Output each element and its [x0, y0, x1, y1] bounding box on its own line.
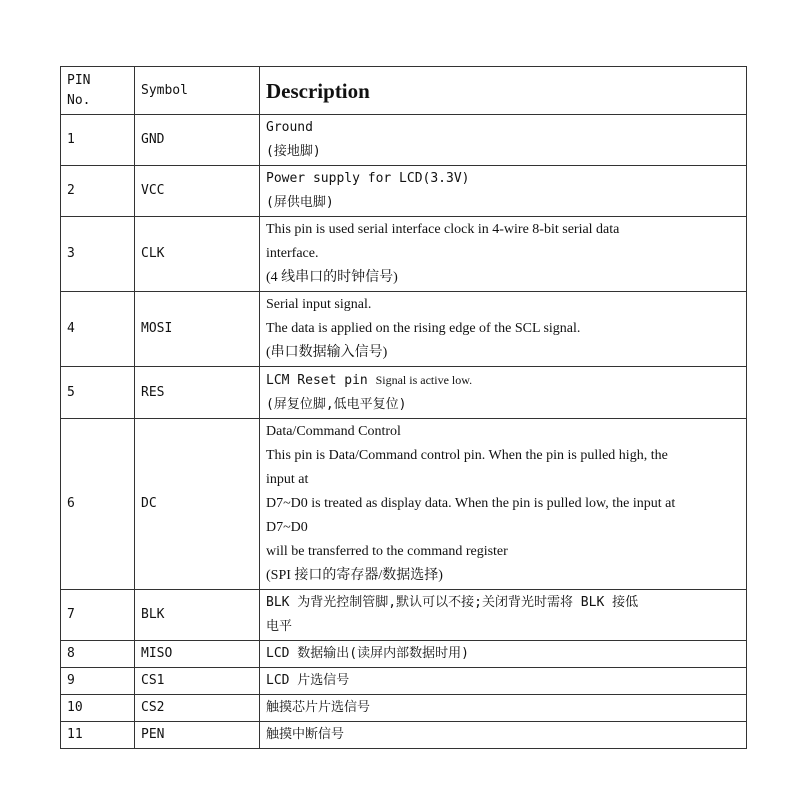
- pin-number: 7: [61, 590, 135, 641]
- pin-description-table: [60, 66, 747, 749]
- pin-number: 10: [61, 695, 135, 722]
- header-row: [61, 67, 747, 115]
- description-line: This pin is used serial interface clock in 4-wire 8-bit serial data: [266, 222, 620, 237]
- table-row: [61, 419, 747, 590]
- active-low-note: Signal is active low.: [375, 373, 473, 387]
- pin-no-header: [61, 67, 135, 115]
- pin-symbol: VCC: [135, 166, 260, 217]
- pin-header-line2: No.: [67, 92, 91, 108]
- pin-number: 9: [61, 668, 135, 695]
- table-row: [61, 115, 747, 166]
- pin-number: 6: [61, 419, 135, 590]
- pin-description: [260, 166, 747, 217]
- description-line: (屏供电脚): [266, 195, 334, 210]
- description-line: (接地脚): [266, 144, 321, 159]
- description-line: (4 线串口的时钟信号): [266, 270, 398, 285]
- pin-number: 1: [61, 115, 135, 166]
- description-text: LCM Reset pin: [266, 373, 368, 388]
- pin-description: [260, 367, 747, 419]
- table-row: [61, 668, 747, 695]
- pin-header-line1: PIN: [67, 72, 91, 88]
- table-row: [61, 292, 747, 367]
- table-row: [61, 590, 747, 641]
- description-header: Description: [260, 67, 747, 115]
- pin-symbol: PEN: [135, 722, 260, 749]
- description-line: LCD 片选信号: [266, 673, 350, 688]
- description-line: (SPI 接口的寄存器/数据选择): [266, 568, 443, 583]
- description-line: (串口数据输入信号): [266, 345, 388, 360]
- table-row: [61, 695, 747, 722]
- pin-description: [260, 668, 747, 695]
- pin-description: [260, 115, 747, 166]
- pin-symbol: RES: [135, 367, 260, 419]
- pin-description: [260, 292, 747, 367]
- pin-description: [260, 641, 747, 668]
- description-line: Ground: [266, 120, 313, 135]
- description-line: D7~D0 is treated as display data. When the pin is pulled low, the input at: [266, 496, 676, 511]
- pin-description: [260, 590, 747, 641]
- pin-symbol: MOSI: [135, 292, 260, 367]
- pin-symbol: BLK: [135, 590, 260, 641]
- pin-symbol: MISO: [135, 641, 260, 668]
- description-line: The data is applied on the rising edge of the SCL signal.: [266, 321, 581, 336]
- table-row: [61, 367, 747, 419]
- pin-number: 5: [61, 367, 135, 419]
- table-row: [61, 722, 747, 749]
- table-row: [61, 217, 747, 292]
- pin-symbol: CS2: [135, 695, 260, 722]
- description-line: [266, 368, 740, 393]
- description-line: input at: [266, 472, 309, 487]
- pin-symbol: CLK: [135, 217, 260, 292]
- pin-symbol: DC: [135, 419, 260, 590]
- pin-description: [260, 419, 747, 590]
- pin-number: 4: [61, 292, 135, 367]
- description-line: D7~D0: [266, 520, 308, 535]
- description-line: 电平: [266, 619, 293, 634]
- description-line: interface.: [266, 246, 319, 261]
- description-line: Serial input signal.: [266, 297, 372, 312]
- pin-description: [260, 722, 747, 749]
- pin-symbol: GND: [135, 115, 260, 166]
- pin-number: 11: [61, 722, 135, 749]
- pin-description: [260, 695, 747, 722]
- pin-description: [260, 217, 747, 292]
- description-line: (屏复位脚,低电平复位): [266, 397, 407, 412]
- pin-number: 3: [61, 217, 135, 292]
- pin-symbol: CS1: [135, 668, 260, 695]
- description-line: This pin is Data/Command control pin. When the pin is pulled high, the: [266, 448, 668, 463]
- pin-number: 8: [61, 641, 135, 668]
- table-row: [61, 166, 747, 217]
- description-line: 触摸中断信号: [266, 727, 345, 742]
- description-line: 触摸芯片片选信号: [266, 700, 371, 715]
- description-line: LCD 数据输出(读屏内部数据时用): [266, 646, 469, 661]
- description-line: Data/Command Control: [266, 424, 401, 439]
- symbol-header: Symbol: [135, 67, 260, 115]
- table-row: [61, 641, 747, 668]
- description-line: Power supply for LCD(3.3V): [266, 171, 470, 186]
- description-line: BLK 为背光控制管脚,默认可以不接;关闭背光时需将 BLK 接低: [266, 595, 639, 610]
- pin-number: 2: [61, 166, 135, 217]
- description-line: will be transferred to the command register: [266, 544, 508, 559]
